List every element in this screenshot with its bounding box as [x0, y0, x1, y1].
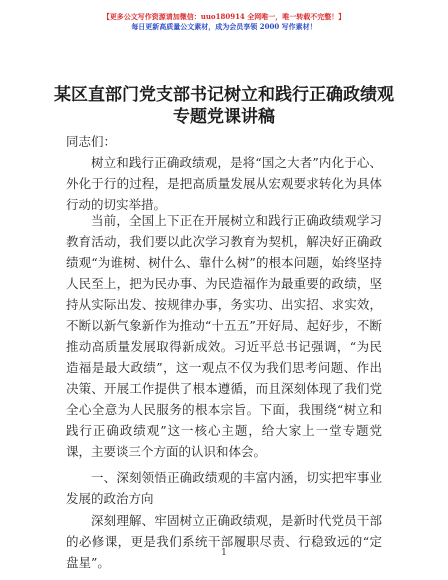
promo-banner-line-1: 【更多公文写作资源请加微信：uuo180914 全网唯一，唯一转载不完整！】 [102, 12, 346, 21]
promo-banner-line-2: 每日更新高质量公文素材，成为会员享领 2000 写作素材！ [131, 22, 317, 31]
page-number: 1 [221, 548, 227, 558]
paragraph-section-1: 深刻理解、牢固树立正确政绩观，是新时代党员干部的必修课，更是我们系统干部履职尽责、行稳致远的“定盘星”。 [66, 513, 382, 570]
document-title-line-2: 专题党课讲稿 [173, 107, 275, 127]
salutation: 同志们： [66, 134, 117, 149]
paragraph-intro: 树立和践行正确政绩观，是将“国之大者”内化于心、外化于行的过程，是把高质量发展从宏观要求转化为具体行动的切实举措。 [66, 155, 382, 212]
section-heading-1: 一、深刻领悟正确政绩观的丰富内涵，切实把牢事业发展的政治方向 [66, 470, 382, 506]
document-title-line-1: 某区直部门党支部书记树立和践行正确政绩观 [54, 85, 394, 105]
document-title [20, 84, 428, 128]
promo-banner [0, 12, 448, 32]
paragraph-context: 当前，全国上下正在开展树立和践行正确政绩观学习教育活动，我们要以此次学习教育为契机，解决好正确政绩观“为谁树、树什么、靠什么树”的根本问题，始终坚持人民至上，把为民办事、为民造福作为最重要的政绩，坚持从实际出发、按规律办事，务实功、出实招、求实效，不断以新气象新作为推动“十五五”开好局、起好步，不断推动高质量发展取得新成效。习近平总书记强调，“为民造福是最大政绩”，这一观点不仅为我们思考问题、作出决策、开展工作提供了根本遵循，而且深刻体现了我们党全心全意为人民服务的根本宗旨。下面，我围绕“树立和践行正确政绩观”这一核心主题，给大家上一堂专题党课，主要谈三个方面的认识和体会。 [66, 213, 382, 459]
